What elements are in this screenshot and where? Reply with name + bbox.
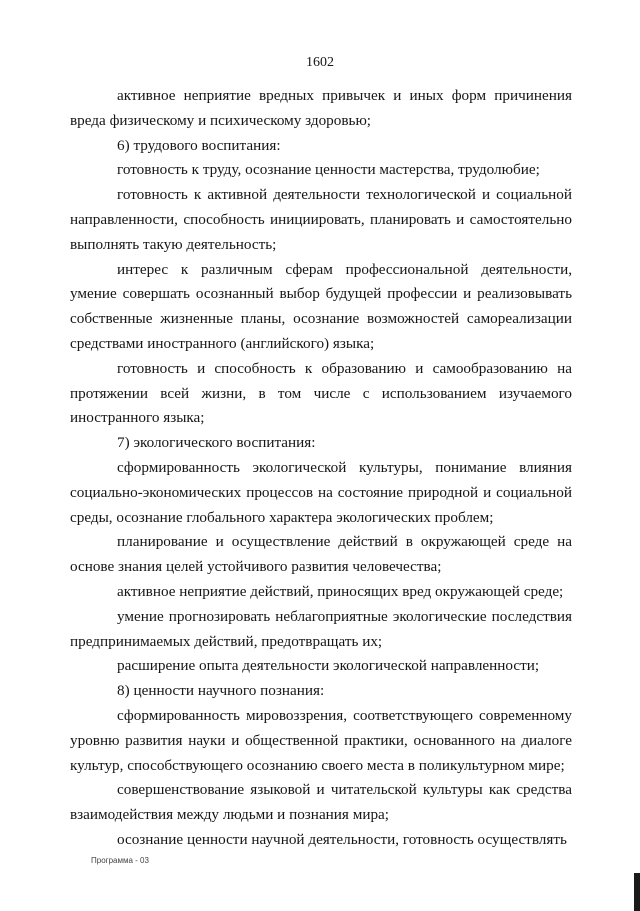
paragraph: активное неприятие вредных привычек и иных форм причинения вреда физическому и психическому здоровью; [70, 87, 572, 129]
paragraph: интерес к различным сферам профессиональной деятельности, умение совершать осознанный выбор будущей профессии и реализовывать собственные жизненные планы, осознание возможностей самореализации средствами иностранного (английского) языка; [70, 260, 572, 352]
paragraph: осознание ценности научной деятельности, готовность осуществлять [117, 830, 567, 848]
paragraph: активное неприятие действий, приносящих вред окружающей среде; [117, 582, 564, 600]
page-number: 1602 [306, 55, 334, 70]
scan-edge-mark [634, 873, 640, 911]
section-heading: 7) экологического воспитания: [117, 434, 316, 452]
footer-label: Программа - 03 [91, 856, 149, 865]
paragraph: сформированность мировоззрения, соответствующего современному уровню развития науки и общественной практики, основанного на диалоге культур, способствующего осознанию своего места в поликультурном мире; [70, 706, 572, 774]
paragraph: совершенствование языковой и читательской культуры как средства взаимодействия между людьми и познания мира; [70, 781, 572, 824]
paragraph: готовность и способность к образованию и самообразованию на протяжении всей жизни, в том числе с использованием изучаемого иностранного языка; [70, 359, 572, 427]
paragraph: сформированность экологической культуры, понимание влияния социально-экономических процессов на состояние природной и социальной среды, осознание глобального характера экологических проблем; [70, 458, 572, 526]
paragraph: умение прогнозировать неблагоприятные экологические последствия предпринимаемых действий, предотвращать их; [70, 607, 572, 650]
section-heading: 8) ценности научного познания: [117, 682, 325, 700]
section-heading: 6) трудового воспитания: [117, 136, 281, 154]
paragraph: готовность к активной деятельности технологической и социальной направленности, способность инициировать, планировать и самостоятельно выполнять такую деятельность; [70, 186, 572, 253]
paragraph: расширение опыта деятельности экологической направленности; [117, 657, 540, 675]
paragraph: готовность к труду, осознание ценности мастерства, трудолюбие; [117, 161, 540, 179]
document-body [70, 84, 572, 853]
paragraph: планирование и осуществление действий в окружающей среде на основе знания целей устойчивого развития человечества; [70, 533, 572, 576]
